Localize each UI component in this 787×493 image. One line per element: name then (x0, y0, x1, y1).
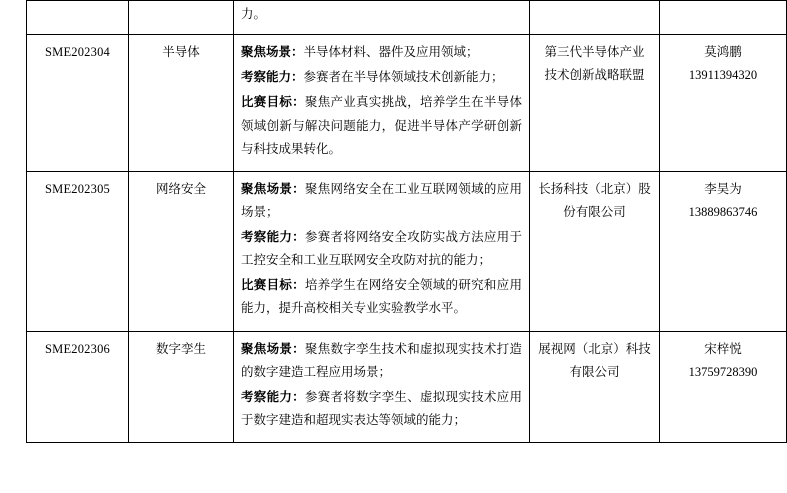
cell-description (234, 331, 530, 443)
description-text: 半导体材料、器件及应用领域； (303, 45, 479, 60)
description-text: 参赛者将网络安全攻防实战方法应用于工控安全和工业互联网安全攻防对抗的能力； (241, 230, 522, 268)
contact-phone: 13889863746 (688, 204, 758, 219)
description-label: 聚焦场景： (241, 45, 304, 60)
code-text: SME202306 (44, 341, 110, 356)
contact-name: 莫鸿鹏 (704, 45, 742, 60)
topic-text: 半导体 (162, 45, 200, 60)
contact-name: 李昊为 (704, 181, 742, 196)
description-label: 聚焦场景： (241, 181, 305, 196)
description-paragraph (241, 66, 522, 89)
description-paragraph (241, 274, 522, 320)
cell-topic (129, 171, 234, 331)
cell-organization (530, 171, 660, 331)
organization-line: 长扬科技（北京）股 (538, 181, 651, 196)
description-label: 考察能力： (241, 389, 305, 404)
description-paragraph (241, 91, 522, 160)
table-row (27, 35, 787, 172)
cell-contact (660, 171, 787, 331)
contact-phone: 13759728390 (688, 364, 758, 379)
description-paragraph (241, 338, 522, 384)
description-paragraph (241, 386, 522, 432)
organization-line: 有限公司 (569, 364, 620, 379)
description-label: 比赛目标： (241, 95, 305, 110)
description-text: 聚焦产业真实挑战，培养学生在半导体领域创新与解决问题能力，促进半导体产学研创新与科技成果转化。 (241, 95, 522, 156)
table-row (27, 171, 787, 331)
code-text: SME202305 (44, 181, 110, 196)
topic-text: 数字孪生 (155, 341, 206, 356)
cell-topic (129, 1, 234, 35)
cell-organization (530, 331, 660, 443)
cell-contact (660, 331, 787, 443)
cell-topic (129, 35, 234, 172)
description-text: 聚焦数字孪生技术和虚拟现实技术打造的数字建造工程应用场景； (241, 341, 522, 379)
description-paragraph (241, 226, 522, 272)
contact-name: 宋梓悦 (704, 341, 742, 356)
table-row (27, 1, 787, 35)
cell-description (234, 1, 530, 35)
cell-description (234, 171, 530, 331)
code-text: SME202304 (44, 45, 110, 60)
description-label: 聚焦场景： (241, 341, 305, 356)
table-row (27, 331, 787, 443)
cell-code (27, 171, 129, 331)
description-text: 聚焦网络安全在工业互联网领域的应用场景； (241, 181, 522, 219)
organization-line: 第三代半导体产业 (544, 45, 645, 60)
description-paragraph (241, 3, 522, 26)
cell-organization (530, 35, 660, 172)
cell-description (234, 35, 530, 172)
cell-code (27, 1, 129, 35)
organization-line: 份有限公司 (563, 204, 626, 219)
description-label: 考察能力： (241, 230, 305, 244)
cell-contact (660, 1, 787, 35)
cell-code (27, 35, 129, 172)
description-text: 力。 (241, 7, 267, 21)
description-text: 参赛者将数字孪生、虚拟现实技术应用于数字建造和超现实表达等领域的能力； (241, 389, 522, 427)
topic-text: 网络安全 (155, 181, 206, 196)
cell-organization (530, 1, 660, 35)
organization-line: 技术创新战略联盟 (544, 68, 645, 83)
description-text: 培养学生在网络安全领域的研究和应用能力，提升高校相关专业实验教学水平。 (241, 278, 522, 316)
cell-contact (660, 35, 787, 172)
cell-topic (129, 331, 234, 443)
contact-phone: 13911394320 (688, 68, 758, 83)
cell-code (27, 331, 129, 443)
description-paragraph (241, 41, 522, 64)
competition-topics-table (26, 0, 787, 443)
organization-line: 展视网（北京）科技 (538, 341, 651, 356)
description-text: 参赛者在半导体领域技术创新能力； (303, 70, 504, 85)
description-label: 比赛目标： (241, 278, 305, 293)
description-label: 考察能力： (241, 70, 304, 85)
description-paragraph (241, 178, 522, 224)
